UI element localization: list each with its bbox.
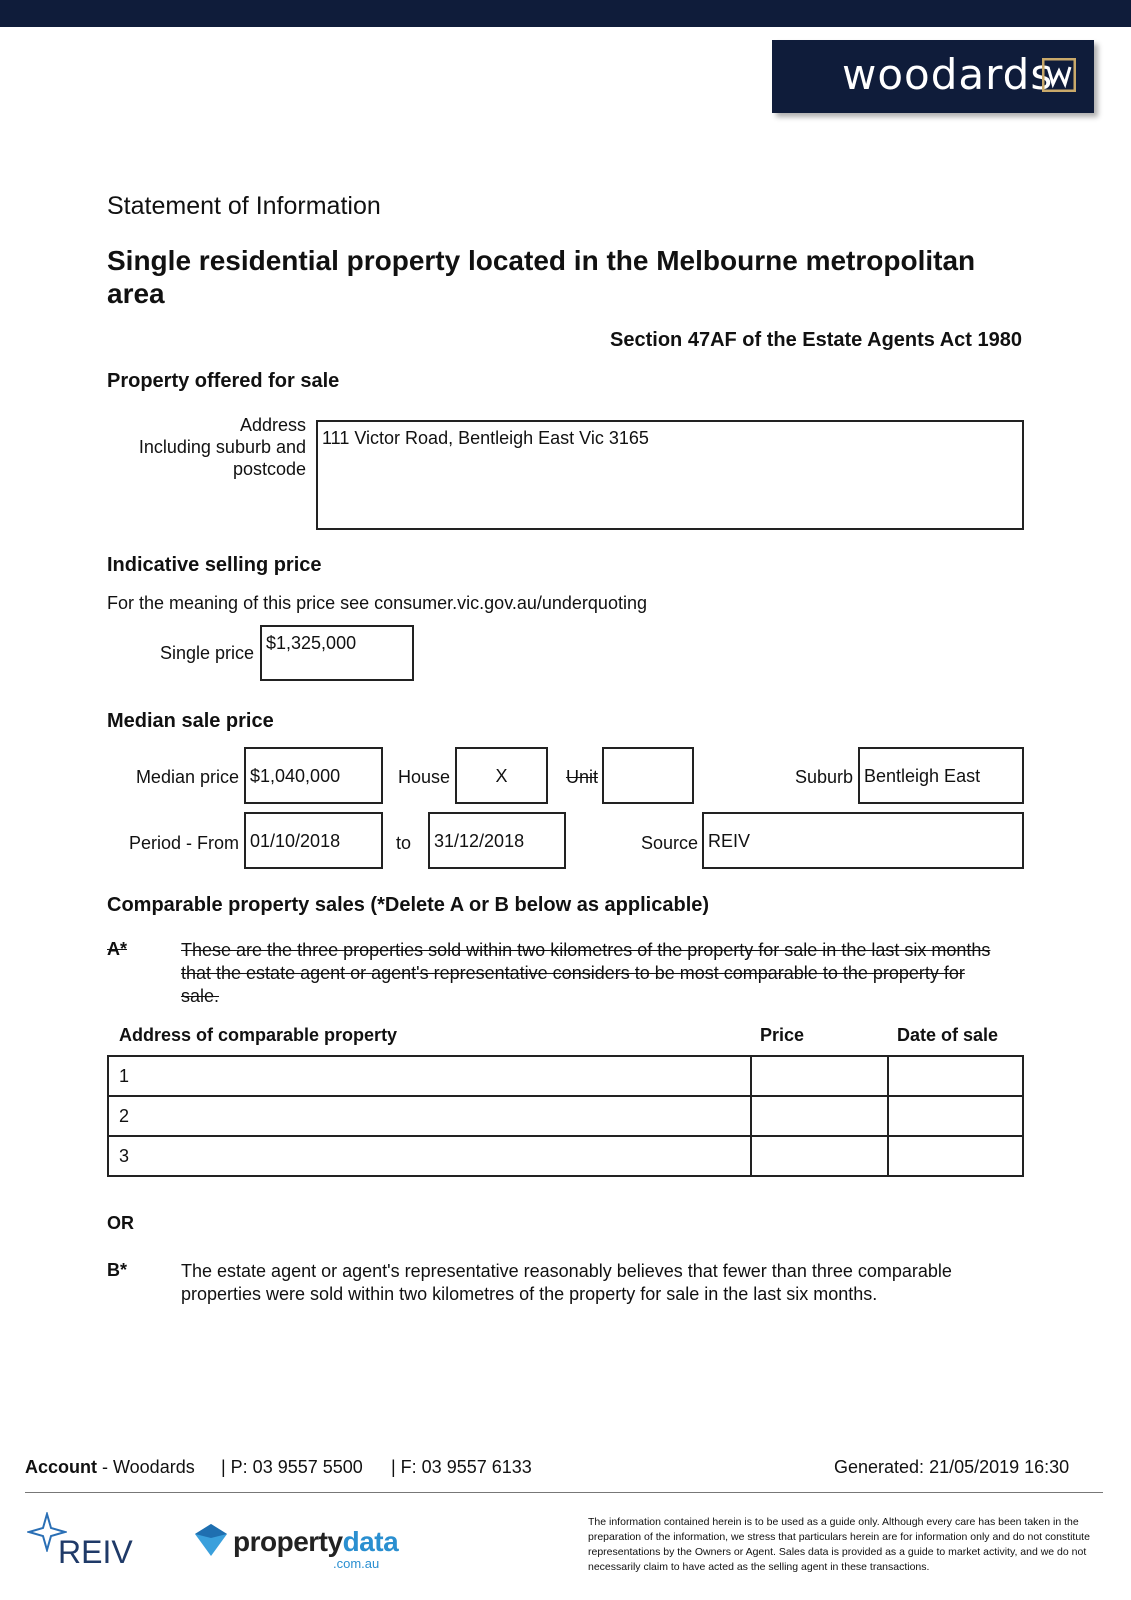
reiv-logo-text: REIV [58, 1534, 133, 1570]
suburb-label: Suburb [794, 767, 853, 787]
median-price-label: Median price [135, 767, 239, 787]
propertydata-logo-text [233, 1526, 398, 1558]
row-price[interactable] [751, 1056, 888, 1096]
pd-logo-part-a: property [233, 1526, 343, 1557]
propertydata-domain: .com.au [333, 1556, 380, 1571]
period-from-label: Period - From [128, 833, 239, 853]
comparable-heading: Comparable property sales (*Delete A or B below as applicable) [107, 894, 710, 916]
or-label: OR [107, 1213, 134, 1233]
suburb-field[interactable]: Bentleigh East [858, 747, 1024, 804]
document-title: Single residential property located in the Melbourne metropolitan area [107, 245, 976, 309]
footer-generated: Generated: 21/05/2019 16:30 [834, 1457, 1070, 1477]
row-number[interactable]: 2 [108, 1096, 751, 1136]
col-price-header: Price [760, 1025, 805, 1045]
footer-phone: | P: 03 9557 5500 [221, 1457, 363, 1477]
table-row [108, 1096, 1023, 1136]
propertydata-logo [193, 1520, 399, 1571]
median-price-field[interactable]: $1,040,000 [244, 747, 383, 804]
address-label [107, 414, 306, 480]
period-to-field[interactable]: 31/12/2018 [428, 812, 566, 869]
row-date[interactable] [888, 1096, 1023, 1136]
footer-fax: | F: 03 9557 6133 [391, 1457, 532, 1477]
median-heading: Median sale price [107, 710, 274, 732]
period-from-field[interactable]: 01/10/2018 [244, 812, 383, 869]
document-subtitle: Statement of Information [107, 192, 381, 220]
address-label-line3: postcode [232, 459, 306, 479]
logo-text: woodards [842, 50, 1054, 99]
period-to-label: to [395, 833, 411, 853]
account-value: - Woodards [97, 1457, 195, 1477]
row-date[interactable] [888, 1056, 1023, 1096]
address-label-line2: Including suburb and [138, 437, 306, 457]
disclaimer-text: The information contained herein is to be used as a guide only. Although every care has been taken in the preparation of the information, we stress that particulars herein are for information only and do not constitute representations by the Owners or Agent. Sales data is provided as a guide to market activity, and we do not necessarily claim to have acted as the selling agent in these transactions. [588, 1516, 1090, 1573]
pd-logo-part-b: data [342, 1526, 399, 1557]
source-field[interactable]: REIV [702, 812, 1024, 869]
row-price[interactable] [751, 1096, 888, 1136]
option-a-label: A* [107, 939, 128, 959]
comparable-table [107, 1055, 1024, 1177]
woodards-logo [772, 40, 1094, 113]
act-reference: Section 47AF of the Estate Agents Act 1980 [610, 329, 1022, 351]
row-number[interactable]: 3 [108, 1136, 751, 1176]
account-label: Account [25, 1457, 97, 1477]
row-number[interactable]: 1 [108, 1056, 751, 1096]
table-row [108, 1056, 1023, 1096]
footer-divider [25, 1492, 1103, 1493]
reiv-logo [25, 1512, 135, 1572]
row-price[interactable] [751, 1136, 888, 1176]
unit-label: Unit [565, 767, 598, 787]
indicative-note: For the meaning of this price see consumer.vic.gov.au/underquoting [107, 593, 647, 613]
option-b-text: The estate agent or agent's representative reasonably believes that fewer than three comparable properties were sold within two kilometres of the property for sale in the last six months. [181, 1261, 952, 1304]
single-price-field[interactable]: $1,325,000 [260, 625, 414, 681]
house-field[interactable]: X [455, 747, 548, 804]
footer-account [25, 1457, 195, 1478]
top-bar [0, 0, 1131, 27]
property-heading: Property offered for sale [107, 370, 340, 392]
option-a-text: These are the three properties sold within two kilometres of the property for sale in the last six months that the estate agent or agent's representative considers to be most comparable to the property for sale. [181, 940, 991, 1006]
single-price-label: Single price [159, 643, 254, 663]
propertydata-gem-icon [193, 1522, 229, 1558]
option-b-label: B* [107, 1260, 128, 1280]
house-label: House [397, 767, 450, 787]
indicative-heading: Indicative selling price [107, 554, 322, 576]
col-date-header: Date of sale [897, 1025, 999, 1045]
unit-field[interactable] [602, 747, 694, 804]
col-address-header: Address of comparable property [119, 1025, 398, 1045]
woodards-mark-icon [1042, 58, 1076, 92]
row-date[interactable] [888, 1136, 1023, 1176]
address-label-line1: Address [239, 415, 306, 435]
address-field[interactable]: 111 Victor Road, Bentleigh East Vic 3165 [316, 420, 1024, 530]
table-row [108, 1136, 1023, 1176]
source-label: Source [640, 833, 698, 853]
